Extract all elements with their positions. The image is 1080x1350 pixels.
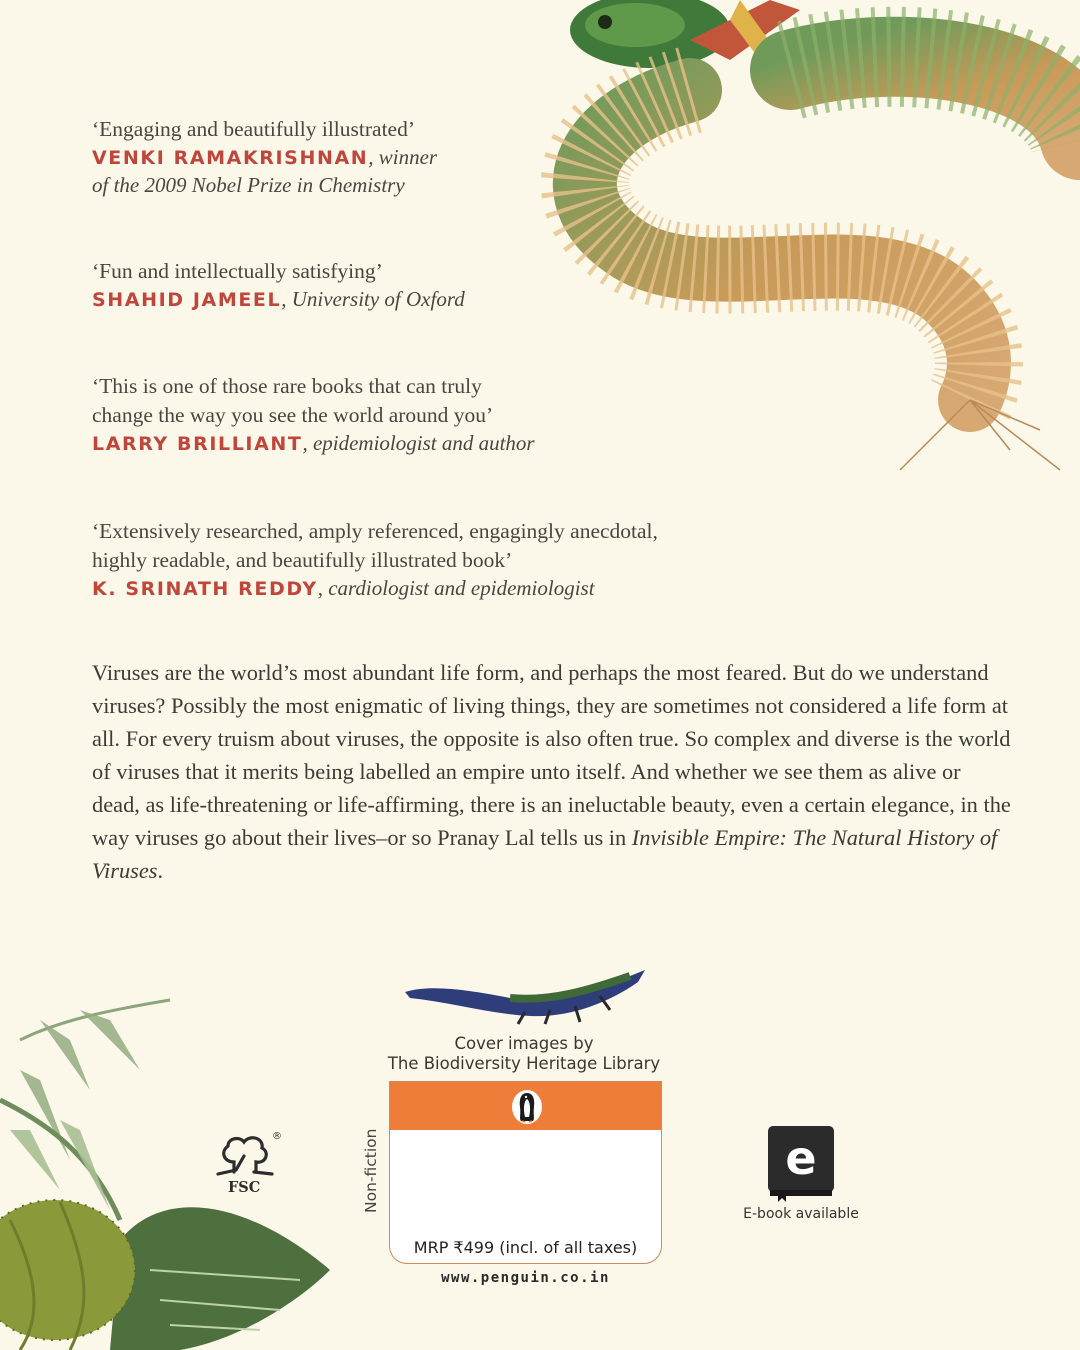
quote-4: [92, 517, 658, 603]
quote-3: [92, 372, 535, 458]
quote-author-role: of the 2009 Nobel Prize in Chemistry: [92, 173, 405, 197]
cover-image-credit: [360, 1034, 688, 1074]
quote-author-name: SHAHID JAMEEL: [92, 289, 282, 311]
book-blurb: [92, 656, 1012, 887]
quote-1: [92, 115, 437, 199]
ebook-letter: e: [785, 1131, 817, 1185]
quote-text: highly readable, and beautifully illustrated book’: [92, 548, 513, 572]
quote-text: ‘Fun and intellectually satisfying’: [92, 259, 383, 283]
bristleworm-illustration-icon: [540, 0, 1080, 480]
quote-text: ‘Extensively researched, amply referenced, engagingly anecdotal,: [92, 519, 658, 543]
quote-author-role: , epidemiologist and author: [302, 431, 535, 455]
quote-attribution: [92, 430, 535, 458]
quote-author-role: , University of Oxford: [281, 287, 465, 311]
quote-author-role: , winner: [368, 145, 438, 169]
publisher-band: [390, 1082, 661, 1130]
quote-2: [92, 257, 465, 314]
quote-attribution: [92, 144, 437, 199]
credit-line: Cover images by: [454, 1034, 594, 1053]
price-label: MRP ₹499 (incl. of all taxes): [413, 1238, 638, 1257]
quote-attribution: [92, 286, 465, 314]
quote-author-role: , cardiologist and epidemiologist: [317, 576, 595, 600]
quote-text: ‘Engaging and beautifully illustrated’: [92, 117, 416, 141]
fsc-registered-mark: ®: [272, 1131, 282, 1142]
quote-text: change the way you see the world around you’: [92, 403, 494, 427]
plant-illustration-icon: [0, 980, 360, 1350]
ebook-label: E-book available: [743, 1206, 859, 1222]
ebook-icon: [766, 1124, 838, 1204]
blurb-end: .: [157, 858, 164, 883]
quote-author-name: VENKI RAMAKRISHNAN: [92, 147, 369, 169]
penguin-logo-icon: [511, 1089, 543, 1125]
publisher-website: www.penguin.co.in: [441, 1270, 610, 1286]
quote-author-name: LARRY BRILLIANT: [92, 433, 303, 455]
book-title: Invisible Empire: The Natural History of Viruses: [92, 825, 998, 883]
book-category: Non-fiction: [362, 1128, 380, 1213]
blurb-body: Viruses are the world’s most abundant life form, and perhaps the most feared. But do we understand viruses? Possibly the most enigmatic of living things, they are sometimes not considered a life form at all. For every truism about viruses, the opposite is also often true. So complex and diverse is the world of viruses that it merits being labelled an empire unto itself. And whether we see them as alive or dead, as life-threatening or life-affirming, there is an ineluctable beauty, even a certain elegance, in the way viruses go about their lives–or so Pranay Lal tells us in: [92, 660, 1011, 850]
quote-text: ‘This is one of those rare books that can truly: [92, 374, 482, 398]
lizard-illustration-icon: [400, 962, 650, 1028]
fsc-label: FSC: [228, 1179, 261, 1196]
price-box: [389, 1081, 662, 1264]
quote-attribution: [92, 575, 658, 603]
credit-line: The Biodiversity Heritage Library: [387, 1054, 661, 1073]
quote-author-name: K. SRINATH REDDY: [92, 578, 318, 600]
